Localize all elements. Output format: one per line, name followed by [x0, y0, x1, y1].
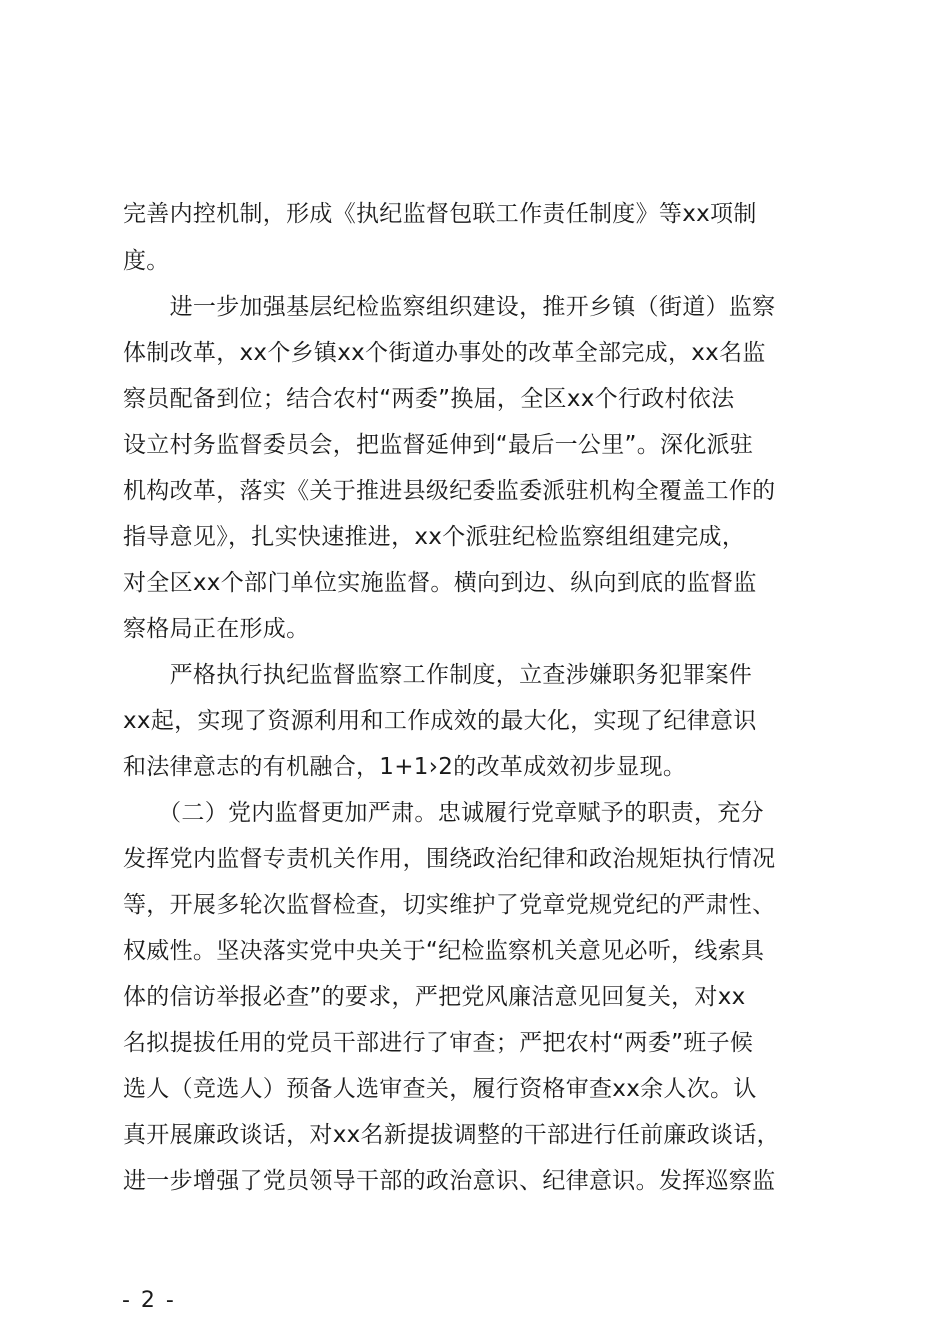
body-text-line: 发挥党内监督专责机关作用，围绕政治纪律和政治规矩执行情况 — [123, 846, 776, 872]
body-text-line: 进一步增强了党员领导干部的政治意识、纪律意识。发挥巡察监 — [123, 1168, 776, 1194]
body-text-line: 对全区xx个部门单位实施监督。横向到边、纵向到底的监督监 — [123, 570, 757, 596]
body-text-line: 体的信访举报必查”的要求，严把党风廉洁意见回复关，对xx — [123, 984, 746, 1010]
section-heading-line: （二）党内监督更加严肃。忠诚履行党章赋予的职责，充分 — [123, 800, 764, 826]
body-text-line: 察格局正在形成。 — [123, 616, 310, 642]
body-text-line: 名拟提拔任用的党员干部进行了审查；严把农村“两委”班子候 — [123, 1030, 754, 1056]
body-text-line: 度。 — [123, 248, 170, 274]
body-text-line: 权威性。坚决落实党中央关于“纪检监察机关意见必听，线索具 — [123, 938, 765, 964]
body-text-line: 进一步加强基层纪检监察组织建设，推开乡镇（街道）监察 — [123, 294, 776, 320]
body-text-line: 和法律意志的有机融合，1+1›2的改革成效初步显现。 — [123, 754, 687, 780]
body-text-line: xx起，实现了资源利用和工作成效的最大化，实现了纪律意识 — [123, 708, 757, 734]
body-text-line: 设立村务监督委员会，把监督延伸到“最后一公里”。深化派驻 — [123, 432, 754, 458]
body-text-line: 严格执行执纪监督监察工作制度，立查涉嫌职务犯罪案件 — [123, 662, 753, 688]
body-text-line: 完善内控机制，形成《执纪监督包联工作责任制度》等xx项制 — [123, 201, 757, 227]
body-text-line: 选人（竞选人）预备人选审查关，履行资格审查xx余人次。认 — [123, 1076, 757, 1102]
body-text-line: 真开展廉政谈话，对xx名新提拔调整的干部进行任前廉政谈话， — [123, 1122, 780, 1148]
body-text-line: 体制改革，xx个乡镇xx个街道办事处的改革全部完成，xx名监 — [123, 340, 766, 366]
page-number: - 2 - — [122, 1288, 176, 1313]
body-text-line: 察员配备到位；结合农村“两委”换届，全区xx个行政村依法 — [123, 386, 735, 412]
body-text-line: 机构改革，落实《关于推进县级纪委监委派驻机构全覆盖工作的 — [123, 478, 776, 504]
body-text-line: 等，开展多轮次监督检查，切实维护了党章党规党纪的严肃性、 — [123, 892, 776, 918]
body-text-line: 指导意见》，扎实快速推进，xx个派驻纪检监察组组建完成， — [123, 524, 746, 550]
